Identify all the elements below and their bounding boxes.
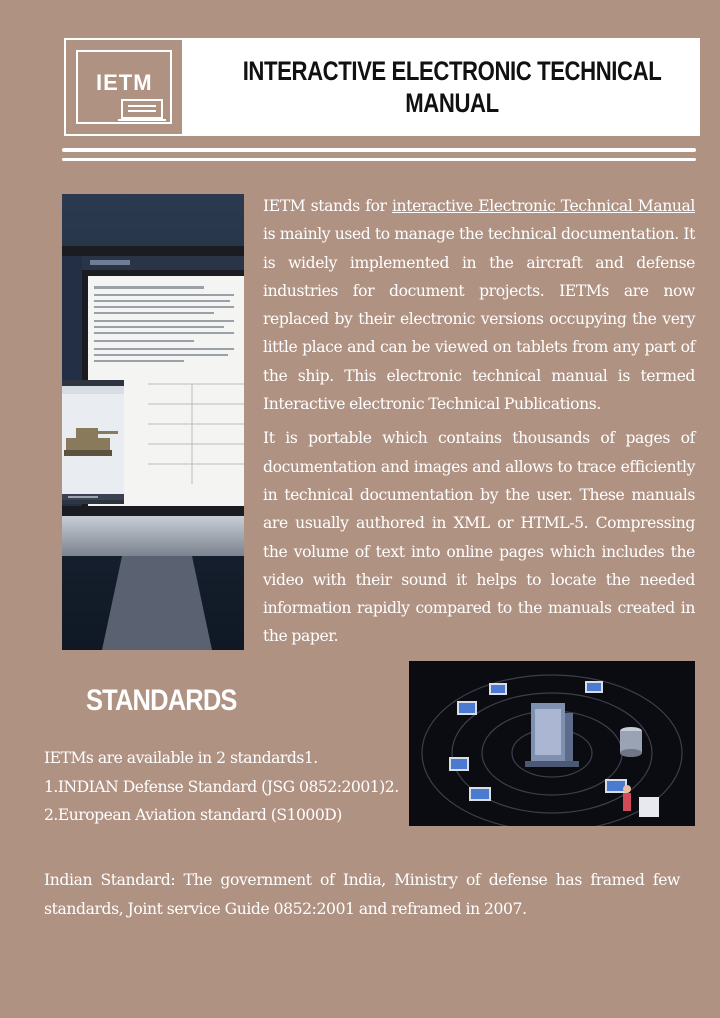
standards-line-1: IETMs are available in 2 standards1. xyxy=(44,749,318,767)
monitor-icon xyxy=(78,52,174,126)
hero-image xyxy=(62,194,244,650)
logo-text: IETM xyxy=(96,70,153,95)
intro-rest: is mainly used to manage the technical documentation. It is widely implemented in the aircraft and defense industries for document projects. IETMs are now replaced by their electronic versions occupying the very little place and can be viewed on tablets from any part of the ship. This electronic technical manual is termed Interactive electronic Technical Publications. xyxy=(263,225,695,414)
title-line-2: MANUAL xyxy=(405,88,499,118)
standards-list xyxy=(44,744,399,830)
server-network-illustration-icon xyxy=(409,661,695,826)
header-rule-bottom xyxy=(62,158,696,161)
page-title xyxy=(232,44,672,130)
intro-lead: IETM stands for xyxy=(263,197,392,215)
network-image xyxy=(409,661,695,826)
standards-line-3: 2.European Aviation standard (S1000D) xyxy=(44,806,342,824)
standards-line-2: 1.INDIAN Defense Standard (JSG 0852:2001)2. xyxy=(44,777,399,796)
logo-frame xyxy=(76,50,172,124)
intro-text xyxy=(263,192,695,657)
ietm-logo xyxy=(64,38,184,136)
title-line-1: INTERACTIVE ELECTRONIC TECHNICAL xyxy=(242,56,662,86)
header-rule-top xyxy=(62,148,696,152)
intro-paragraph-1 xyxy=(263,192,695,418)
standards-heading: STANDARDS xyxy=(86,684,237,717)
footer-text: Indian Standard: The government of India, Ministry of defense has framed few standards, Joint service Guide 0852:2001 and reframed in 2007. xyxy=(44,871,680,918)
laptop-screen-document-icon xyxy=(62,194,244,650)
ietm-term-link: interactive Electronic Technical Manual xyxy=(391,197,695,215)
intro-paragraph-2: It is portable which contains thousands of pages of documentation and images and allows to trace efficiently in technical documentation by the user. These manuals are usually authored in XML or HTML-5. Compressing the volume of text into online pages which includes the video with their sound it helps to locate the needed information rapidly compared to the manuals created in the paper. xyxy=(263,429,695,646)
